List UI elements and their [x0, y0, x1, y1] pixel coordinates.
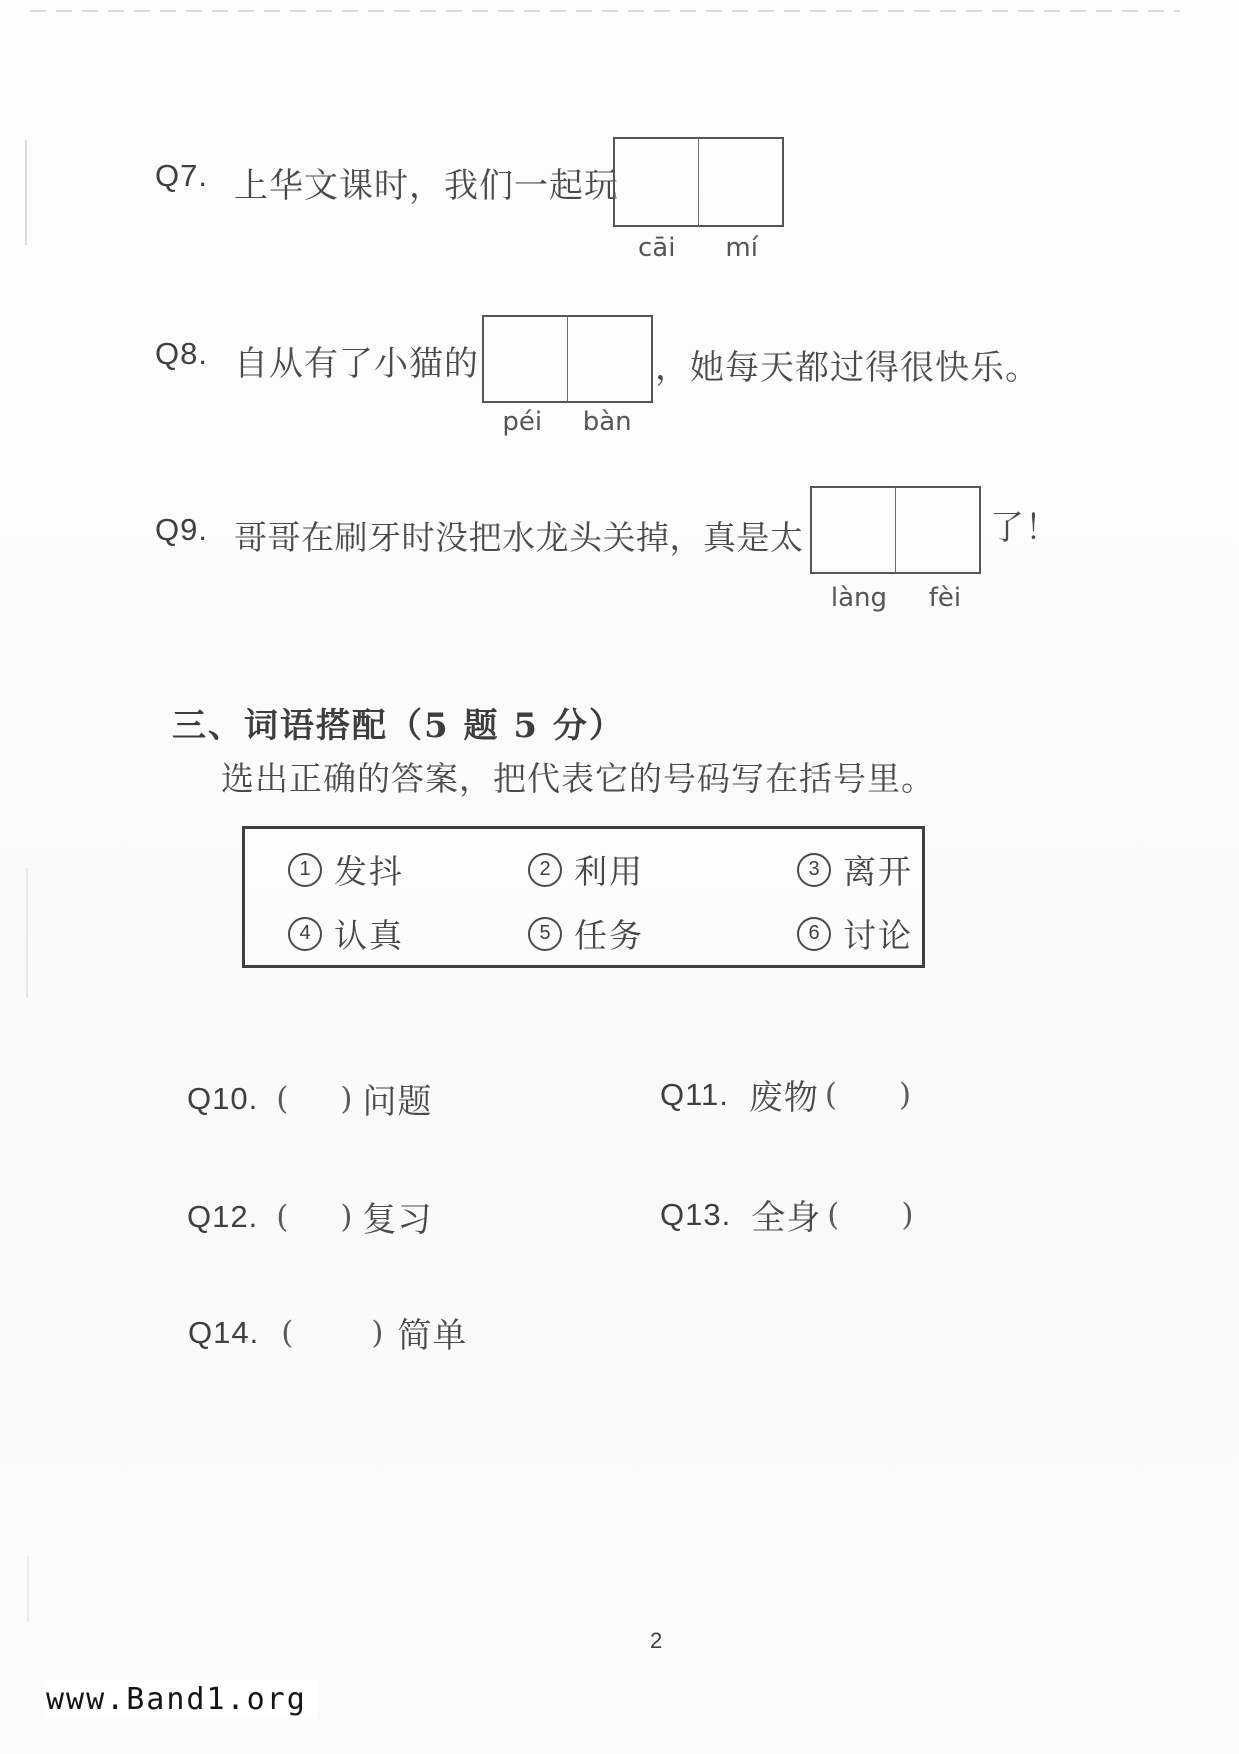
question-text: 自从有了小猫的 — [233, 344, 479, 384]
answer-cell[interactable] — [568, 315, 653, 403]
pinyin-hint-q9 — [810, 583, 982, 613]
option-word: 利用 — [574, 852, 644, 891]
question-label: Q8. — [155, 336, 208, 371]
pinyin-syllable: péi — [502, 407, 543, 437]
scan-artifact-left-line — [27, 1556, 29, 1622]
match-word: 复习 — [362, 1200, 433, 1240]
option-item — [797, 846, 913, 893]
match-question-q11 — [660, 1070, 911, 1119]
pinyin-hint-q8 — [482, 407, 652, 437]
question-label: Q14. — [188, 1314, 260, 1350]
answer-gap[interactable] — [837, 1094, 899, 1095]
option-item — [528, 846, 644, 893]
match-word: 废物 — [748, 1078, 819, 1118]
answer-gap[interactable] — [288, 1216, 340, 1217]
scan-artifact-left-line — [25, 140, 27, 245]
option-word: 发抖 — [334, 852, 404, 891]
answer-cell[interactable] — [699, 137, 784, 227]
question-label: Q9. — [155, 512, 208, 547]
fill-question-q7 — [155, 158, 619, 207]
answer-box-q7 — [613, 137, 784, 227]
paren-close: ) — [340, 1198, 353, 1235]
answer-box-q9 — [810, 486, 981, 574]
scan-artifact-top-line — [30, 10, 1180, 12]
match-question-q14 — [188, 1308, 467, 1357]
circled-number: 3 — [797, 853, 831, 887]
paren-close: ) — [901, 1196, 914, 1233]
match-word: 问题 — [362, 1082, 433, 1122]
section-heading: 三、词语搭配（5 题 5 分） — [172, 706, 625, 746]
paren-open: ( — [276, 1198, 289, 1235]
scan-artifact-left-line — [26, 868, 28, 998]
question-text-after-box: ，她每天都过得很快乐。 — [655, 348, 1040, 388]
option-word: 离开 — [843, 852, 913, 891]
fill-question-q8 — [155, 336, 479, 385]
paren-close: ) — [899, 1076, 912, 1113]
question-text-after-box: 了！ — [990, 508, 1060, 548]
question-label: Q7. — [155, 158, 208, 193]
paren-open: ( — [824, 1076, 838, 1113]
pinyin-syllable: bàn — [582, 407, 632, 437]
match-question-q13 — [660, 1190, 913, 1239]
answer-gap[interactable] — [288, 1098, 340, 1099]
answer-box-q8 — [482, 315, 653, 403]
pinyin-syllable: fèi — [928, 583, 962, 613]
question-text: 上华文课时，我们一起玩 — [233, 166, 619, 206]
circled-number: 1 — [288, 853, 322, 887]
pinyin-hint-q7 — [613, 233, 783, 263]
option-word: 讨论 — [843, 916, 913, 955]
paren-close: ) — [340, 1080, 353, 1117]
circled-number: 2 — [528, 853, 562, 887]
page-number: 2 — [650, 1628, 663, 1653]
circled-number: 5 — [528, 917, 562, 951]
site-watermark: www.Band1.org — [44, 1680, 317, 1719]
match-question-q10 — [187, 1074, 432, 1123]
question-text: 哥哥在刷牙时没把水龙头关掉，真是太 — [233, 518, 804, 557]
pinyin-syllable: mí — [725, 233, 758, 263]
option-item — [528, 910, 644, 957]
section-instruction: 选出正确的答案，把代表它的号码写在括号里。 — [221, 759, 935, 798]
circled-number: 4 — [288, 917, 322, 951]
paren-close: ) — [371, 1314, 384, 1351]
question-label: Q12. — [187, 1198, 259, 1234]
match-word: 全身 — [751, 1198, 822, 1238]
paren-open: ( — [827, 1196, 840, 1233]
question-label: Q11. — [660, 1076, 729, 1112]
answer-cell[interactable] — [810, 486, 896, 574]
paren-open: ( — [281, 1314, 294, 1351]
answer-gap[interactable] — [839, 1214, 901, 1215]
question-label: Q13. — [660, 1196, 732, 1232]
option-item — [288, 846, 404, 893]
pinyin-syllable: làng — [830, 583, 887, 613]
option-item — [797, 910, 913, 957]
option-item — [288, 910, 404, 957]
circled-number: 6 — [797, 917, 831, 951]
question-label: Q10. — [187, 1080, 259, 1116]
answer-cell[interactable] — [613, 137, 699, 227]
match-question-q12 — [187, 1192, 432, 1241]
answer-cell[interactable] — [482, 315, 568, 403]
paren-open: ( — [276, 1080, 289, 1117]
pinyin-syllable: cāi — [637, 233, 676, 263]
option-word: 任务 — [574, 916, 644, 955]
fill-question-q9 — [155, 512, 803, 559]
answer-gap[interactable] — [293, 1332, 371, 1333]
answer-cell[interactable] — [896, 486, 981, 574]
options-box — [242, 826, 925, 968]
option-word: 认真 — [334, 916, 404, 955]
match-word: 简单 — [397, 1316, 468, 1356]
